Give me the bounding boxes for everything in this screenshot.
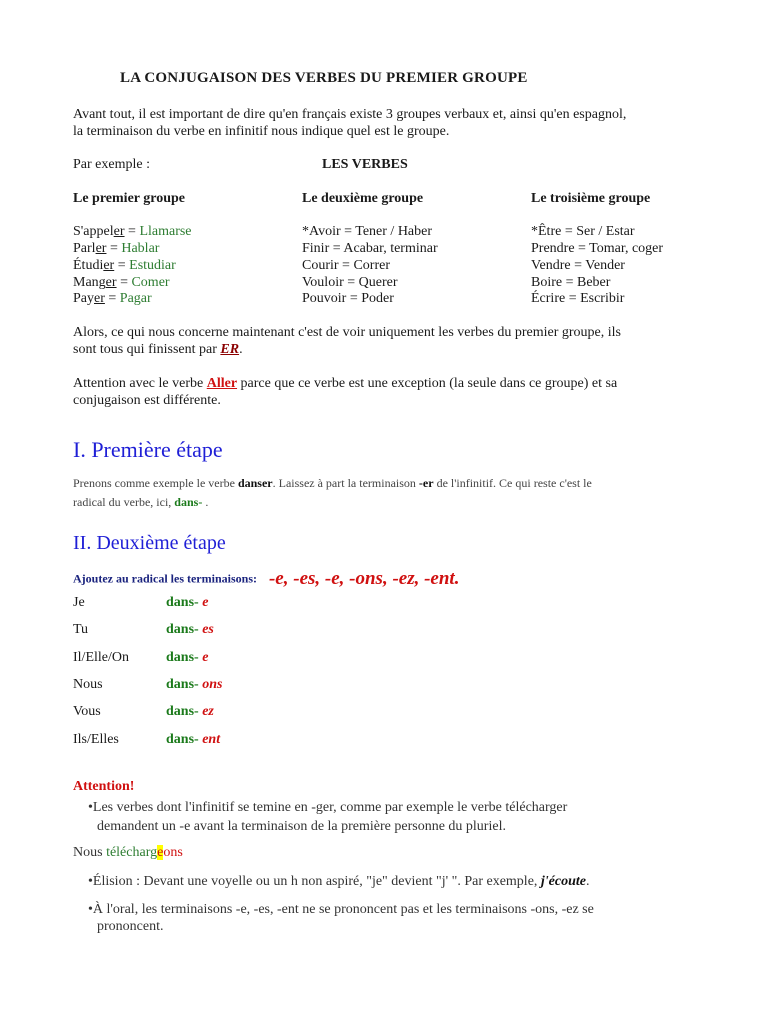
- first-group-row: Étudier = Estudiar: [73, 258, 176, 273]
- step2-instruction: Ajoutez au radical les terminaisons:: [73, 571, 257, 586]
- third-group-row: Écrire = Escribir: [531, 291, 625, 306]
- conjugation-form: dans- ons: [166, 677, 223, 692]
- aller-line-2: conjugaison est différente.: [73, 393, 221, 408]
- step2-endings: -e, -es, -e, -ons, -ez, -ent.: [268, 568, 460, 589]
- bullet-3-line-1: •À l'oral, les terminaisons -e, -es, -ent ne se prononcent pas et les terminaisons -ons, -ez se: [88, 902, 594, 917]
- second-group-row: Finir = Acabar, terminar: [302, 241, 438, 256]
- bullet-2: •Élision : Devant une voyelle ou un h non aspiré, "je" devient "j' ". Par exemple, j'écoute.: [88, 874, 590, 889]
- second-group-row: Pouvoir = Poder: [302, 291, 394, 306]
- step2-instruction-row: [73, 568, 459, 590]
- intro-line-2: la terminaison du verbe en infinitif nous indique quel est le groupe.: [73, 124, 450, 139]
- conjugation-form: dans- e: [166, 595, 209, 610]
- concern-line-1: Alors, ce qui nous concerne maintenant c'est de voir uniquement les verbes du premier groupe, ils: [73, 325, 621, 340]
- attention-heading: Attention!: [73, 779, 135, 794]
- step1-heading: I. Première étape: [73, 437, 223, 462]
- third-group-row: Vendre = Vender: [531, 258, 625, 273]
- conjugation-form: dans- ent: [166, 732, 221, 747]
- verbs-heading: LES VERBES: [322, 157, 408, 172]
- bullet-3-line-2: prononcent.: [97, 919, 164, 934]
- example-label: Par exemple :: [73, 157, 150, 172]
- second-group-row: *Avoir = Tener / Haber: [302, 224, 433, 239]
- document-title: LA CONJUGAISON DES VERBES DU PREMIER GROUPE: [120, 70, 528, 86]
- conjugation-pronoun: Vous: [73, 704, 101, 719]
- bullet-icon: •: [88, 902, 93, 917]
- bullet-1-line-2: demandent un -e avant la terminaison de la première personne du pluriel.: [97, 819, 506, 834]
- second-group-row: Vouloir = Querer: [302, 275, 398, 290]
- first-group-heading: Le premier groupe: [73, 191, 185, 206]
- nous-example: Nous téléchargeons: [73, 845, 183, 860]
- second-group-row: Courir = Correr: [302, 258, 390, 273]
- second-group-heading: Le deuxième groupe: [302, 191, 424, 206]
- step1-line-1: Prenons comme exemple le verbe danser. Laissez à part la terminaison -er de l'infinitif. Ce qui reste c'est le: [73, 476, 592, 490]
- conjugation-pronoun: Nous: [73, 677, 103, 692]
- step2-heading: II. Deuxième étape: [73, 532, 226, 554]
- first-group-row: Parler = Hablar: [73, 241, 160, 256]
- bullet-1-line-1: •Les verbes dont l'infinitif se temine en -ger, comme par exemple le verbe télécharger: [88, 800, 568, 815]
- first-group-row: Manger = Comer: [73, 275, 170, 290]
- conjugation-form: dans- ez: [166, 704, 214, 719]
- aller-line-1: Attention avec le verbe Aller parce que ce verbe est une exception (la seule dans ce groupe) et sa: [73, 376, 618, 391]
- third-group-row: Prendre = Tomar, coger: [531, 241, 664, 256]
- conjugation-pronoun: Je: [73, 595, 85, 610]
- bullet-icon: •: [88, 800, 93, 815]
- conjugation-pronoun: Tu: [73, 622, 89, 637]
- conjugation-pronoun: Il/Elle/On: [73, 650, 129, 665]
- concern-line-2: sont tous qui finissent par ER.: [73, 342, 243, 357]
- third-group-heading: Le troisième groupe: [531, 191, 651, 206]
- first-group-row: Payer = Pagar: [73, 291, 152, 306]
- third-group-row: Boire = Beber: [531, 275, 611, 290]
- conjugation-pronoun: Ils/Elles: [73, 732, 119, 747]
- bullet-icon: •: [88, 874, 93, 889]
- first-group-row: S'appeler = Llamarse: [73, 224, 192, 239]
- conjugation-form: dans- e: [166, 650, 209, 665]
- conjugation-form: dans- es: [166, 622, 214, 637]
- third-group-row: *Être = Ser / Estar: [531, 224, 635, 239]
- step1-line-2: radical du verbe, ici, dans- .: [73, 495, 209, 509]
- intro-line-1: Avant tout, il est important de dire qu'en français existe 3 groupes verbaux et, ainsi qu'en espagnol,: [73, 107, 627, 122]
